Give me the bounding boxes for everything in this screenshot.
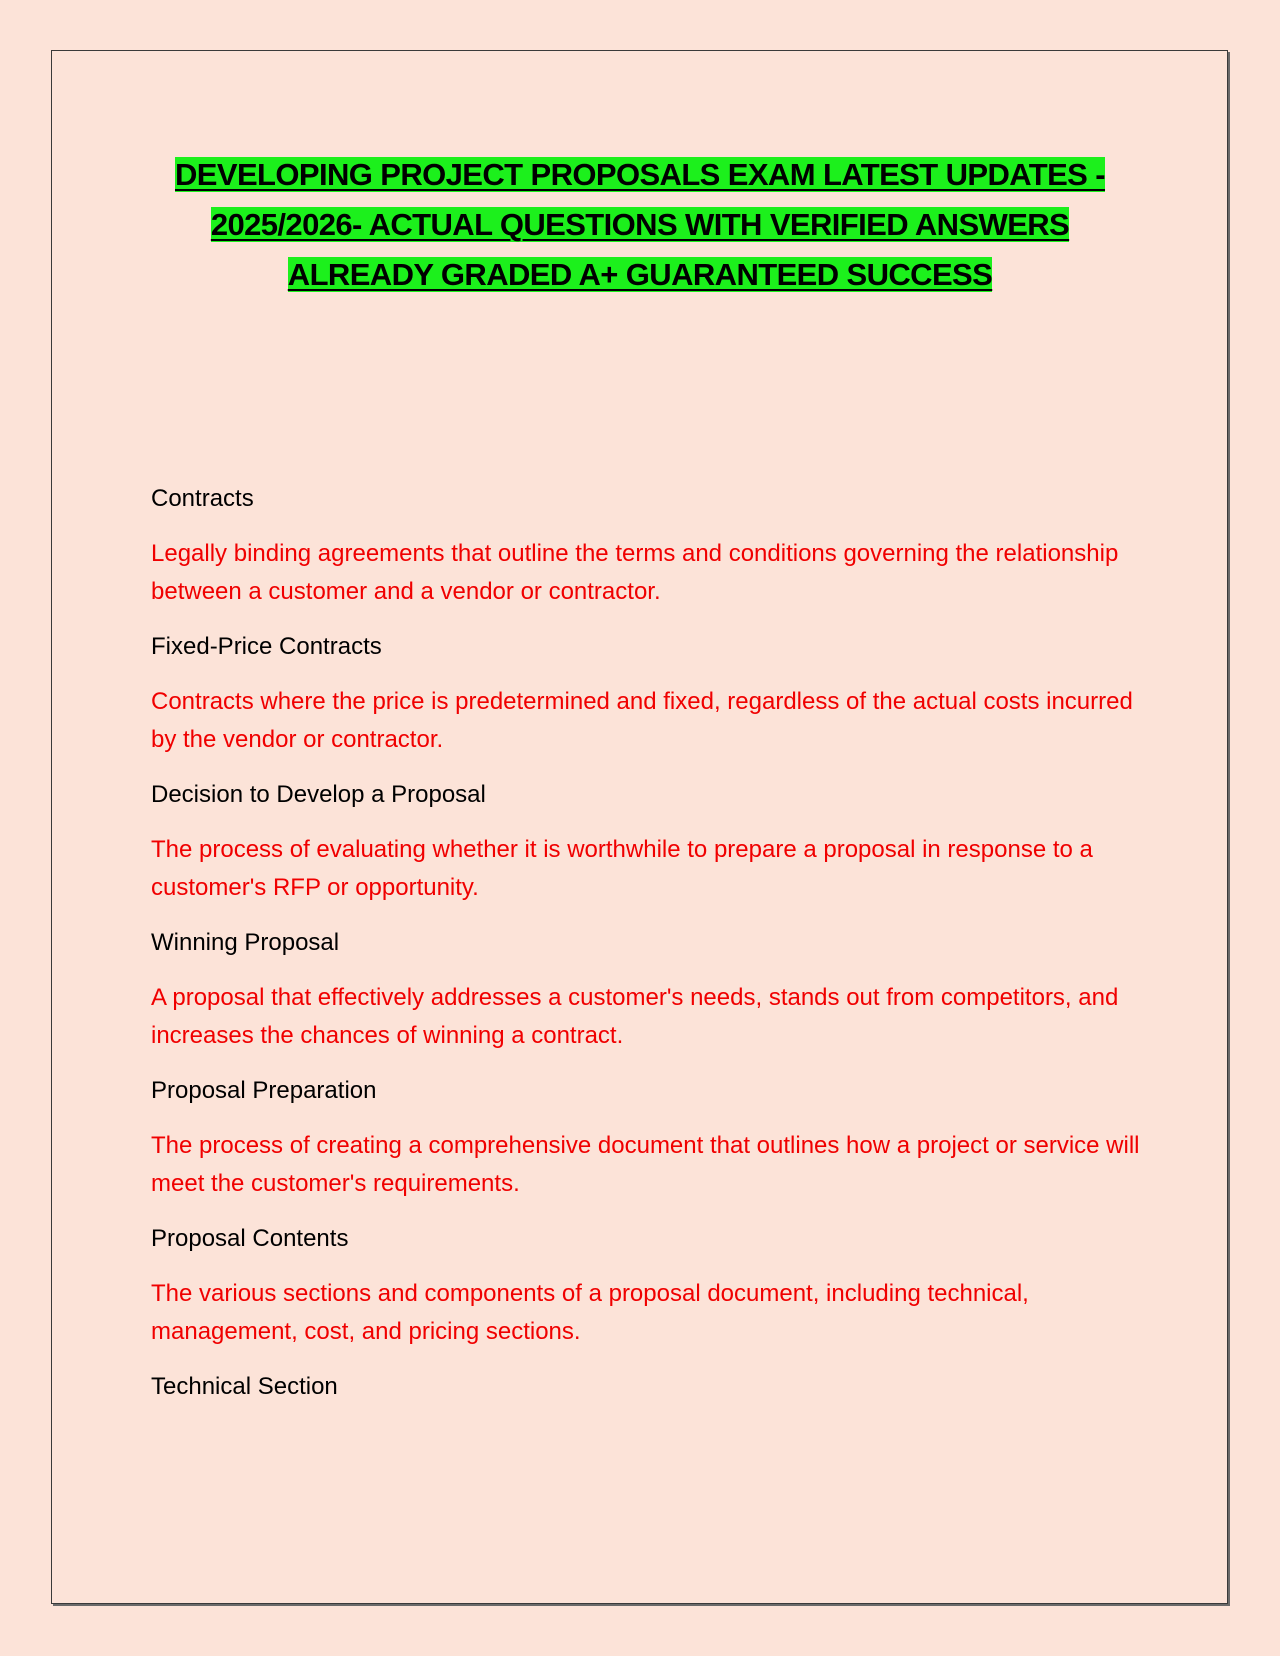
document-title <box>100 150 1180 300</box>
title-line: ALREADY GRADED A+ GUARANTEED SUCCESS <box>287 257 993 292</box>
definition-proposal-contents: The various sections and components of a proposal document, including technical, management, cost, and pricing sections. <box>151 1280 1029 1345</box>
definition-proposal-preparation: The process of creating a comprehensive document that outlines how a project or service will meet the customer's requirements. <box>151 1132 1140 1197</box>
definition-winning-proposal: A proposal that effectively addresses a customer's needs, stands out from competitors, and increases the chances of winning a contract. <box>151 984 1119 1049</box>
definition-decision-to-develop: The process of evaluating whether it is worthwhile to prepare a proposal in response to a customer's RFP or opportunity. <box>151 836 1093 901</box>
definition-contracts: Legally binding agreements that outline the terms and conditions governing the relationship between a customer and a vendor or contractor. <box>151 540 1119 605</box>
term-contracts: Contracts <box>151 485 254 512</box>
qa-list <box>151 480 1141 1423</box>
term-winning-proposal: Winning Proposal <box>151 929 340 956</box>
definition-fixed-price-contracts: Contracts where the price is predetermined and fixed, regardless of the actual costs incurred by the vendor or contractor. <box>151 688 1133 753</box>
term-proposal-contents: Proposal Contents <box>151 1225 349 1252</box>
title-line: DEVELOPING PROJECT PROPOSALS EXAM LATEST UPDATES - <box>175 157 1105 192</box>
title-line: 2025/2026- ACTUAL QUESTIONS WITH VERIFIED ANSWERS <box>210 207 1070 242</box>
term-fixed-price-contracts: Fixed-Price Contracts <box>151 633 382 660</box>
term-proposal-preparation: Proposal Preparation <box>151 1077 377 1104</box>
term-technical-section: Technical Section <box>151 1373 338 1400</box>
term-decision-to-develop: Decision to Develop a Proposal <box>151 781 486 808</box>
